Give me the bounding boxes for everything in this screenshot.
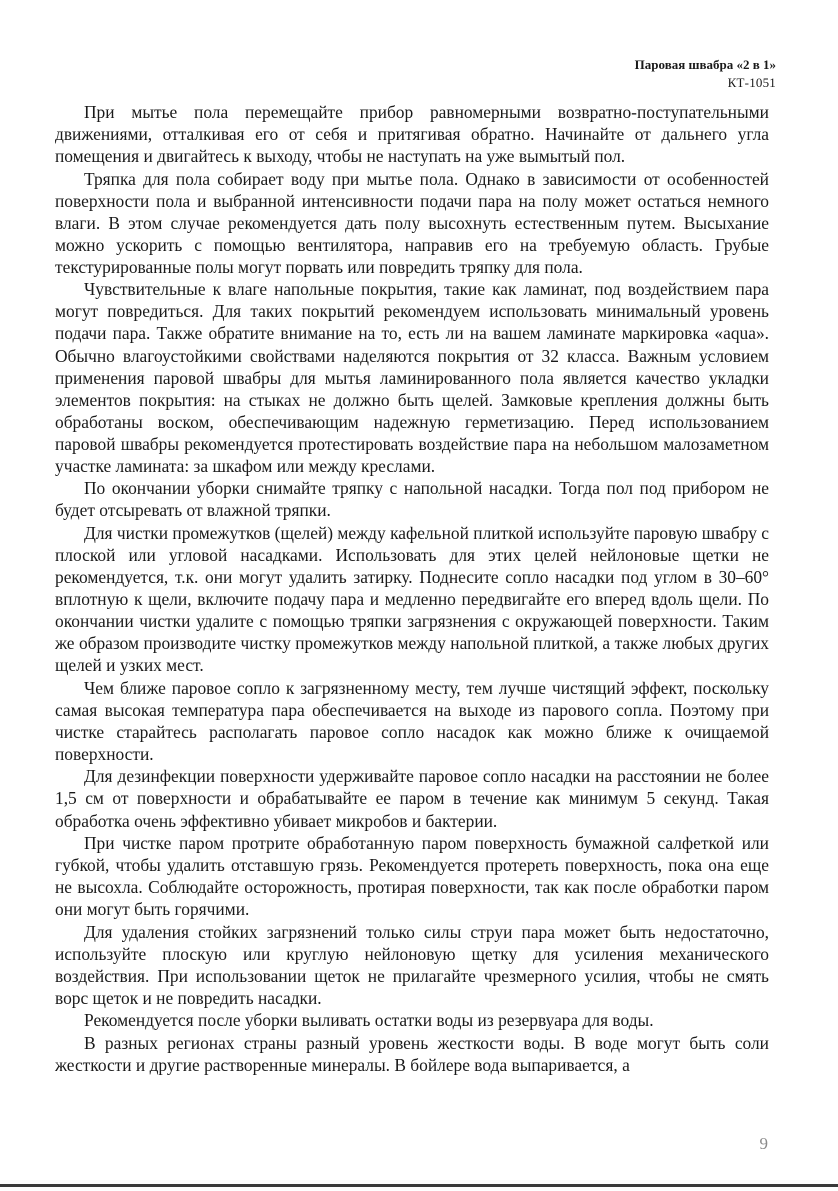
paragraph-laminate: Чувствительные к влаге напольные покрытия, такие как ламинат, под воздействием пара могут повредиться. Для таких покрытий рекомендуем использовать минимальный уровень подачи пара. Также обратите внимание на то, есть ли на вашем ламинате маркировка «aqua». Обычно влагоустойкими свойствами наделяются покрытия от 32 класса. Важным условием применения паровой швабры для мытья ламинированного пола является качество укладки элементов покрытия: на стыках не должно быть щелей. Замковые крепления должны быть обработаны воском, обеспечивающим надежную герметизацию. Перед использованием паровой швабры рекомендуется протестировать воздействие пара на небольшом малозаметном участке ламината: за шкафом или между креслами. [55,279,769,476]
paragraph-floor-cloth-moisture: Тряпка для пола собирает воду при мытье пола. Однако в зависимости от особенностей поверхности пола и выбранной интенсивности подачи пара на полу может остаться немного влаги. В этом случае рекомендуется дать полу высохнуть естественным путем. Высыхание можно ускорить с помощью вентилятора, направив его на требуемую область. Грубые текстурированные полы могут порвать или повредить тряпку для пола. [55,168,769,277]
paragraph-stubborn-stains: Для удаления стойких загрязнений только силы струи пара может быть недостаточно, используйте плоскую или круглую нейлоновую щетку для усиления механического воздействия. При использовании щеток не прилагайте чрезмерного усилия, чтобы не смять ворс щеток и не повредить насадки. [55,921,769,1008]
paragraph-drain-water: Рекомендуется после уборки выливать остатки воды из резервуара для воды. [84,1010,654,1031]
model-number: КТ-1051 [727,75,776,90]
body-text [55,101,769,1077]
paragraph-water-hardness: В разных регионах страны разный уровень жесткости воды. В воде могут быть соли жесткости и другие растворенные минералы. В бойлере вода выпаривается, а [55,1032,769,1076]
paragraph-disinfection: Для дезинфекции поверхности удерживайте паровое сопло насадки на расстоянии не более 1,5 см от поверхности и обрабатывайте ее паром в течение как минимум 5 секунд. Такая обработка очень эффективно убивает микробов и бактерии. [55,766,769,831]
bottom-rule [0,1184,838,1187]
running-header [635,56,776,92]
product-title: Паровая швабра «2 в 1» [634,57,776,72]
paragraph-remove-cloth: По окончании уборки снимайте тряпку с напольной насадки. Тогда пол под прибором не будет отсыревать от влажной тряпки. [55,478,769,521]
paragraph-nozzle-distance: Чем ближе паровое сопло к загрязненному месту, тем лучше чистящий эффект, поскольку самая высокая температура пара обеспечивается на выходе из парового сопла. Поэтому при чистке старайтесь располагать паровое сопло насадок как можно ближе к очищаемой поверхности. [55,677,769,764]
paragraph-wipe-after-steam: При чистке паром протрите обработанную паром поверхность бумажной салфеткой или губкой, чтобы удалить отставшую грязь. Рекомендуется протереть поверхность, пока она еще не высохла. Соблюдайте осторожность, протирая поверхности, так как после обработки паром они могут быть горячими. [55,833,769,920]
paragraph-mopping-motion: При мытье пола перемещайте прибор равномерными возвратно-поступательными движениями, отталкивая его от себя и притягивая обратно. Начинайте от дальнего угла помещения и двигайтесь к выходу, чтобы не наступать на уже вымытый пол. [55,102,769,167]
paragraph-tile-gaps: Для чистки промежутков (щелей) между кафельной плиткой используйте паровую швабру с плоской или угловой насадками. Использовать для этих целей нейлоновые щетки не рекомендуется, т.к. они могут удалить затирку. Поднесите сопло насадки под углом в 30–60° вплотную к щели, включите подачу пара и медленно передвигайте его вперед вдоль щели. По окончании чистки удалите с помощью тряпки загрязнения с окружающей поверхности. Таким же образом производите чистку промежутков между напольной плиткой, а также любых других щелей и узких мест. [55,522,769,676]
page-number: 9 [759,1134,768,1153]
